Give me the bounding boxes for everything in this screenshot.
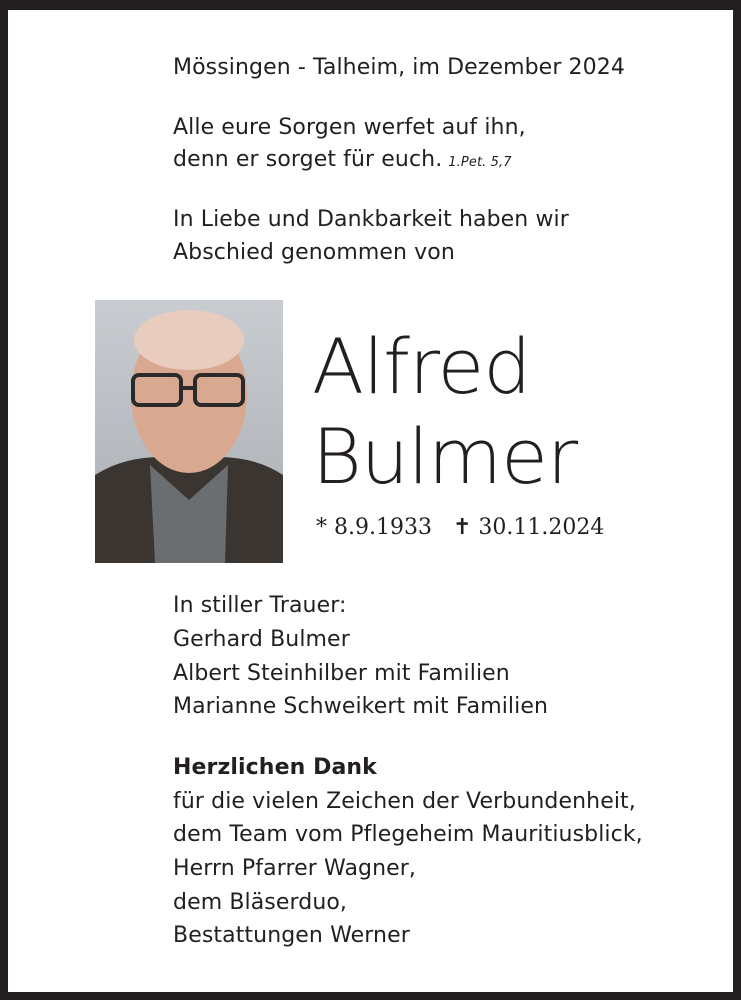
intro-line-2: Abschied genommen von [173, 240, 455, 265]
deceased-last-name: Bulmer [312, 412, 578, 501]
death-date: ✝ 30.11.2024 [452, 515, 605, 540]
intro-line-1: In Liebe und Dankbarkeit haben wir [173, 207, 569, 232]
mourner: Albert Steinhilber mit Familien [173, 661, 510, 686]
mourners-heading: In stiller Trauer: [173, 593, 347, 618]
verse-line-1: Alle eure Sorgen werfet auf ihn, [173, 115, 526, 140]
thanks-line: Bestattungen Werner [173, 923, 410, 948]
thanks-line: Herrn Pfarrer Wagner, [173, 856, 417, 881]
mourner: Marianne Schweikert mit Familien [173, 694, 549, 719]
verse-text: denn er sorget für euch. [173, 147, 443, 172]
thanks-heading: Herzlichen Dank [173, 755, 377, 780]
thanks-line: dem Bläserduo, [173, 890, 348, 915]
verse-reference: 1.Pet. 5,7 [448, 155, 512, 170]
place-date: Mössingen - Talheim, im Dezember 2024 [173, 55, 625, 80]
verse-line-2 [173, 144, 512, 179]
life-dates [316, 515, 604, 540]
deceased-first-name: Alfred [312, 322, 531, 411]
thanks-line: für die vielen Zeichen der Verbundenheit, [173, 789, 636, 814]
mourner: Gerhard Bulmer [173, 627, 350, 652]
birth-date: * 8.9.1933 [316, 515, 432, 540]
thanks-line: dem Team vom Pflegeheim Mauritiusblick, [173, 822, 643, 847]
portrait-photo [95, 300, 283, 563]
